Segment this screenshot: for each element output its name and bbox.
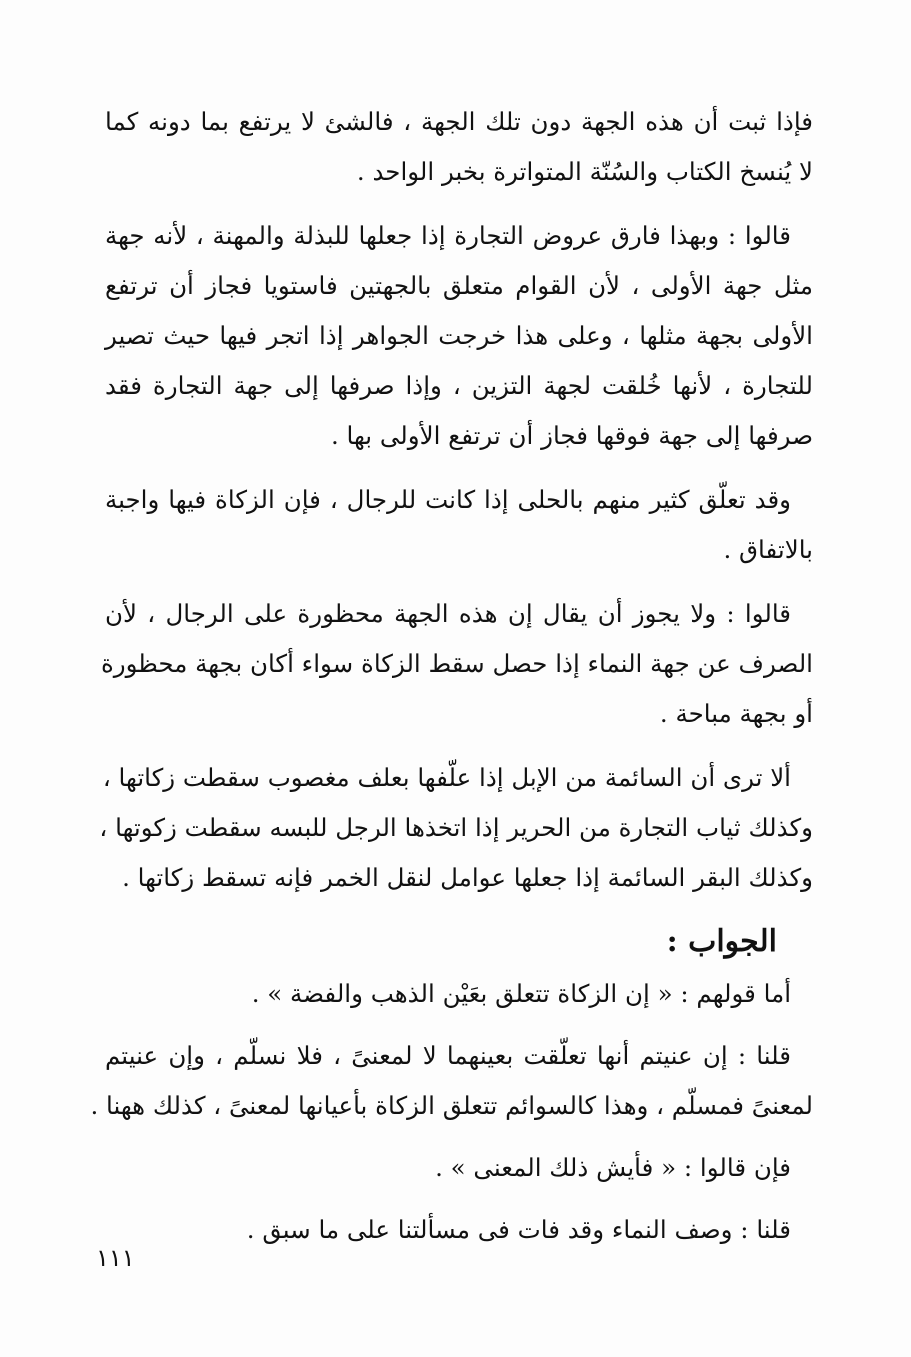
page-body: [90, 97, 813, 1255]
answer-paragraph-3: [105, 1143, 813, 1193]
page-number: ١١١: [96, 1244, 135, 1272]
text-line: قلنا : وصف النماء وقد فات فى مسألتنا على ما سبق .: [246, 1215, 791, 1244]
paragraph-1: [105, 97, 813, 197]
paragraph-4: [100, 589, 813, 739]
answer-paragraph-4: [105, 1205, 813, 1255]
answer-paragraph-2: [90, 1031, 813, 1131]
text-line: أما قولهم : « إن الزكاة تتعلق بعَيْن الذهب والفضة » .: [251, 979, 791, 1008]
text-line: لا يُنسخ الكتاب والسُنّة المتواترة بخبر الواحد .: [356, 157, 813, 186]
text-line: قلنا : إن عنيتم أنها تعلّقت بعينهما لا لمعنىً ، فلا نسلّم ، وإن عنيتم: [105, 1041, 791, 1070]
paragraph-5: [99, 753, 813, 903]
text-line: قالوا : وبهذا فارق عروض التجارة إذا جعلها للبذلة والمهنة ، لأنه جهة: [105, 221, 791, 250]
text-line: بالاتفاق .: [723, 535, 813, 564]
text-line: الصرف عن جهة النماء إذا حصل سقط الزكاة سواء أكان بجهة محظورة: [100, 649, 813, 678]
text-line: أو بجهة مباحة .: [659, 699, 813, 728]
text-line: الأولى بجهة مثلها ، وعلى هذا خرجت الجواهر إذا اتجر فيها حيث تصير: [105, 321, 813, 350]
answer-paragraph-1: [105, 969, 813, 1019]
paragraph-2: [105, 211, 813, 461]
text-line: فإن قالوا : « فأيش ذلك المعنى » .: [435, 1153, 791, 1182]
text-line: فإذا ثبت أن هذه الجهة دون تلك الجهة ، فالشئ لا يرتفع بما دونه كما: [105, 107, 813, 136]
text-line: صرفها إلى جهة فوقها فجاز أن ترتفع الأولى بها .: [330, 421, 813, 450]
paragraph-3: [105, 475, 813, 575]
text-line: وكذلك البقر السائمة إذا جعلها عوامل لنقل الخمر فإنه تسقط زكاتها .: [122, 863, 813, 892]
answer-heading: الجواب :: [666, 924, 777, 959]
text-line: ألا ترى أن السائمة من الإبل إذا علّفها بعلف مغصوب سقطت زكاتها ،: [102, 763, 791, 792]
text-line: وقد تعلّق كثير منهم بالحلى إذا كانت للرجال ، فإن الزكاة فيها واجبة: [105, 485, 791, 514]
text-line: وكذلك ثياب التجارة من الحرير إذا اتخذها الرجل للبسه سقطت زكوتها ،: [99, 813, 813, 842]
text-line: مثل جهة الأولى ، لأن القوام متعلق بالجهتين فاستويا فجاز أن ترتفع: [105, 271, 813, 300]
text-line: للتجارة ، لأنها خُلقت لجهة التزين ، وإذا صرفها إلى جهة التجارة فقد: [105, 371, 813, 400]
text-line: لمعنىً فمسلّم ، وهذا كالسوائم تتعلق الزكاة بأعيانها لمعنىً ، كذلك ههنا .: [90, 1091, 813, 1120]
text-line: قالوا : ولا يجوز أن يقال إن هذه الجهة محظورة على الرجال ، لأن: [105, 599, 791, 628]
